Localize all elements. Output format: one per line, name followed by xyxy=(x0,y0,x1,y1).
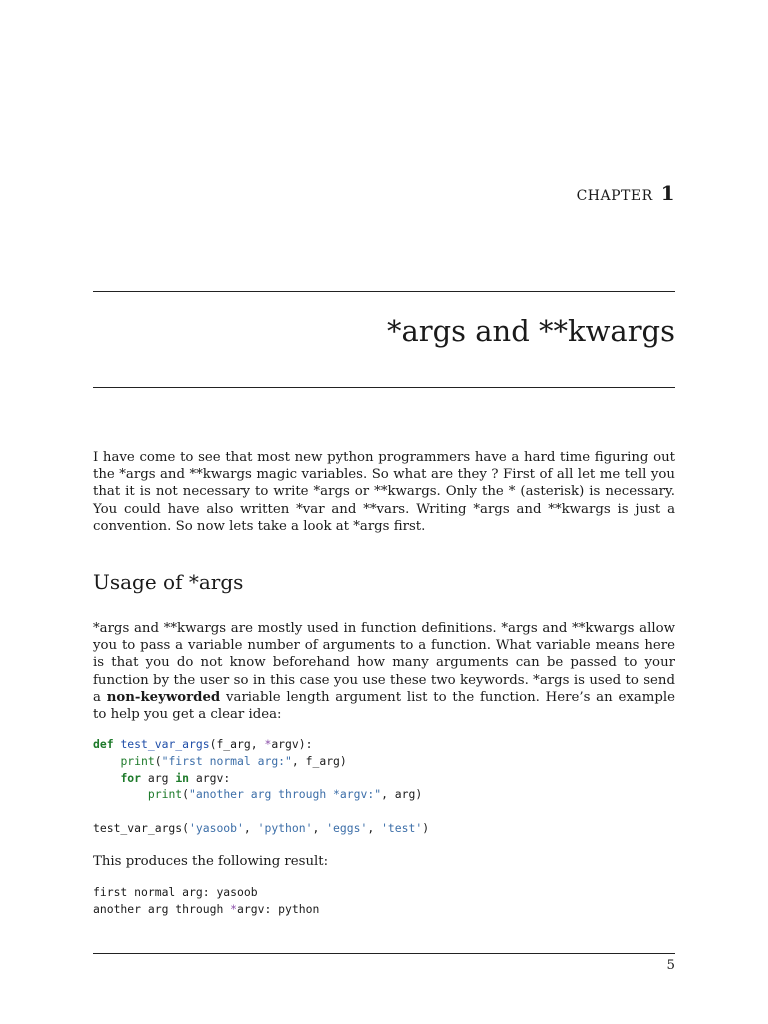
section-heading: Usage of *args xyxy=(93,570,244,594)
intro-paragraph: I have come to see that most new python programmers have a hard time figuring out the *args and **kwargs magic variables. So what are they ? First of all let me tell you that it is not necessary to write *args or **kwargs. Only the * (asterisk) is necessary. You could have also written *var and **vars. Writing *args and **kwargs is just a convention. So now lets take a look at *args first. xyxy=(93,450,675,534)
chapter-label xyxy=(577,181,675,205)
code-line: print("another arg through *argv:", arg) xyxy=(147,787,423,802)
code-block-call xyxy=(93,820,429,837)
code-line: def test_var_args(f_arg, *argv): xyxy=(93,737,313,751)
title-rule-bottom xyxy=(93,387,675,388)
section-paragraph-bold: non-keyworded xyxy=(106,689,221,705)
chapter-label-text: CHAPTER xyxy=(576,188,653,204)
page-number: 5 xyxy=(666,958,675,973)
code-block-definition xyxy=(93,736,422,803)
code-line: print("first normal arg:", f_arg) xyxy=(120,753,347,768)
footer-rule xyxy=(93,953,675,954)
section-paragraph-part-2: variable length argument list to the function. Here’s an example to help you get a clear idea: xyxy=(93,689,675,723)
section-paragraph-part-1: *args and **kwargs are mostly used in function definitions. *args and **kwargs allow you to pass a variable number of arguments to a function. What variable means here is that you do not know beforehand how many arguments can be passed to your function by the user so in this case you use these two keywords. *args is used to send a xyxy=(93,621,675,705)
output-line: first normal arg: yasoob xyxy=(93,885,258,899)
result-intro: This produces the following result: xyxy=(93,854,329,869)
chapter-title: *args and **kwargs xyxy=(386,314,675,348)
chapter-number: 1 xyxy=(660,181,675,205)
code-line: for arg in argv: xyxy=(120,770,231,785)
code-line: test_var_args('yasoob', 'python', 'eggs', 'test') xyxy=(93,821,430,835)
title-rule-top xyxy=(93,291,675,292)
output-line: another arg through *argv: python xyxy=(93,901,320,916)
code-block-output xyxy=(93,884,319,918)
section-paragraph xyxy=(93,620,675,723)
